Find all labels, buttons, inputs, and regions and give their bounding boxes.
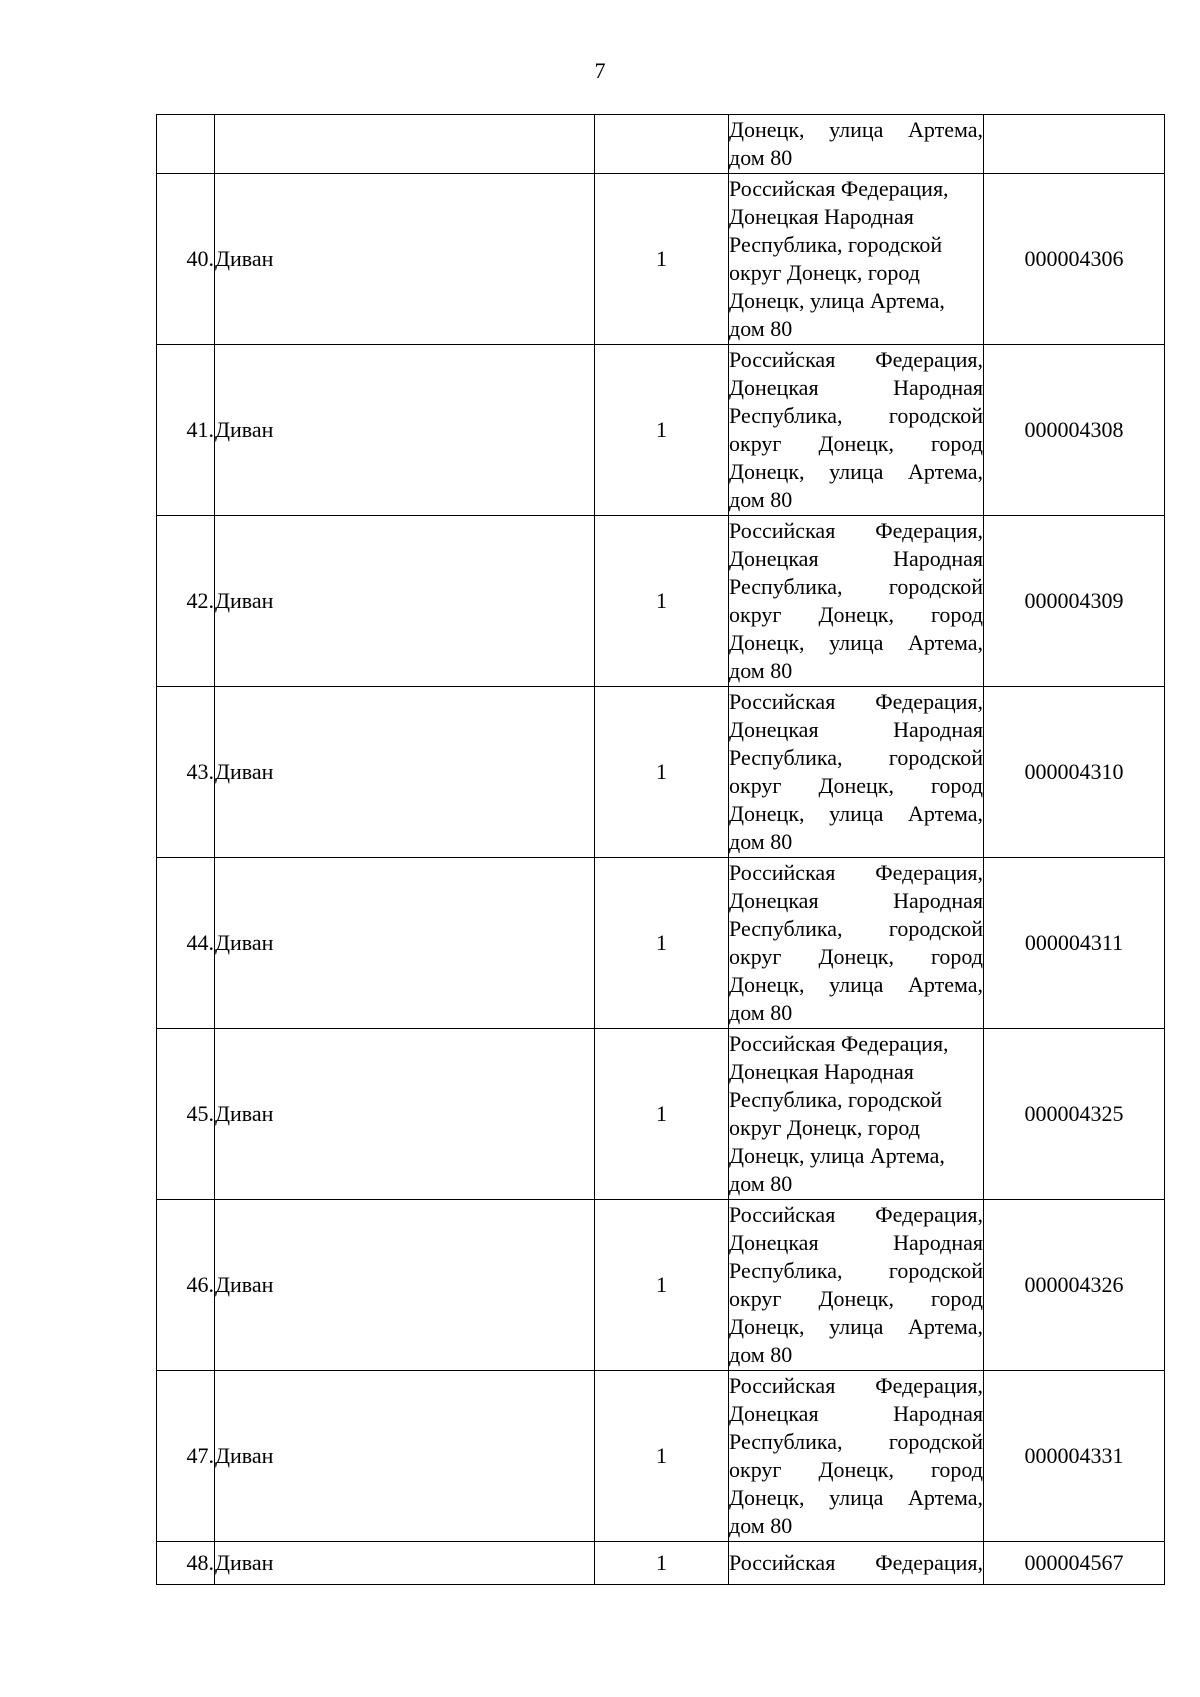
address-line: Донецк, улица Артема, bbox=[729, 288, 945, 313]
quantity-cell: 1 bbox=[595, 858, 729, 1029]
address-line: округ Донецк, город bbox=[729, 773, 983, 798]
address-line: Донецк, улица Артема, bbox=[729, 801, 983, 826]
address-line: Российская Федерация, bbox=[729, 176, 949, 201]
address-line: округ Донецк, город bbox=[729, 602, 983, 627]
table-row bbox=[157, 1371, 1165, 1542]
address-line: дом 80 bbox=[729, 1342, 793, 1367]
quantity-cell: 1 bbox=[595, 1542, 729, 1585]
address-line: Донецкая Народная bbox=[729, 375, 983, 400]
row-number-cell bbox=[157, 115, 215, 174]
table-row bbox=[157, 687, 1165, 858]
address-line: Донецк, улица Артема, bbox=[729, 630, 983, 655]
inventory-number-cell bbox=[984, 115, 1165, 174]
inventory-number-cell: 000004331 bbox=[984, 1371, 1165, 1542]
address-line: Донецкая Народная bbox=[729, 204, 914, 229]
table-row-continuation bbox=[157, 115, 1165, 174]
row-number-cell: 48. bbox=[157, 1542, 215, 1585]
row-number-cell: 42. bbox=[157, 516, 215, 687]
address-line: Российская Федерация, bbox=[729, 518, 983, 543]
address-line: Республика, городской bbox=[729, 574, 983, 599]
page-number: 7 bbox=[594, 58, 606, 83]
row-number-cell: 46. bbox=[157, 1200, 215, 1371]
address-line: Республика, городской bbox=[729, 232, 943, 257]
address-line: округ Донецк, город bbox=[729, 944, 983, 969]
address-line: Российская Федерация, bbox=[729, 689, 983, 714]
address-line: Донецк, улица Артема, bbox=[729, 117, 983, 142]
address-line: округ Донецк, город bbox=[729, 1115, 920, 1140]
row-number-cell: 43. bbox=[157, 687, 215, 858]
table-row bbox=[157, 858, 1165, 1029]
quantity-cell bbox=[595, 115, 729, 174]
item-name-cell: Диван bbox=[215, 1200, 595, 1371]
address-line: Республика, городской bbox=[729, 1258, 983, 1283]
address-cell bbox=[729, 858, 984, 1029]
address-line: Донецкая Народная bbox=[729, 1230, 983, 1255]
address-line: Донецкая Народная bbox=[729, 717, 983, 742]
row-number-cell: 41. bbox=[157, 345, 215, 516]
table-row bbox=[157, 1200, 1165, 1371]
address-line: Донецкая Народная bbox=[729, 546, 983, 571]
address-line: Донецк, улица Артема, bbox=[729, 459, 983, 484]
quantity-cell: 1 bbox=[595, 174, 729, 345]
item-name-cell: Диван bbox=[215, 1542, 595, 1585]
inventory-number-cell: 000004311 bbox=[984, 858, 1165, 1029]
quantity-cell: 1 bbox=[595, 1029, 729, 1200]
item-name-cell: Диван bbox=[215, 858, 595, 1029]
quantity-cell: 1 bbox=[595, 516, 729, 687]
table-row bbox=[157, 516, 1165, 687]
row-number-cell: 47. bbox=[157, 1371, 215, 1542]
address-line: Республика, городской bbox=[729, 916, 983, 941]
address-cell bbox=[729, 516, 984, 687]
address-line: Российская Федерация, bbox=[729, 1031, 949, 1056]
address-line: округ Донецк, город bbox=[729, 260, 920, 285]
address-line: Донецк, улица Артема, bbox=[729, 972, 983, 997]
table-row bbox=[157, 1542, 1165, 1585]
quantity-cell: 1 bbox=[595, 345, 729, 516]
address-line: Республика, городской bbox=[729, 745, 983, 770]
address-line: округ Донецк, город bbox=[729, 1457, 983, 1482]
address-cell bbox=[729, 1371, 984, 1542]
address-line: Донецк, улица Артема, bbox=[729, 1314, 983, 1339]
address-cell bbox=[729, 687, 984, 858]
address-line: Донецкая Народная bbox=[729, 1059, 914, 1084]
address-cell bbox=[729, 1200, 984, 1371]
item-name-cell bbox=[215, 115, 595, 174]
address-cell bbox=[729, 345, 984, 516]
inventory-number-cell: 000004567 bbox=[984, 1542, 1165, 1585]
address-line: Российская Федерация, bbox=[729, 1202, 983, 1227]
item-name-cell: Диван bbox=[215, 1029, 595, 1200]
address-line: дом 80 bbox=[729, 316, 793, 341]
address-line: дом 80 bbox=[729, 1000, 793, 1025]
address-line: Российская Федерация, bbox=[729, 860, 983, 885]
table-row bbox=[157, 174, 1165, 345]
inventory-number-cell: 000004309 bbox=[984, 516, 1165, 687]
address-line: дом 80 bbox=[729, 658, 793, 683]
inventory-number-cell: 000004308 bbox=[984, 345, 1165, 516]
table-row bbox=[157, 1029, 1165, 1200]
row-number-cell: 44. bbox=[157, 858, 215, 1029]
table-row bbox=[157, 345, 1165, 516]
address-line: Донецк, улица Артема, bbox=[729, 1143, 945, 1168]
inventory-number-cell: 000004310 bbox=[984, 687, 1165, 858]
inventory-number-cell: 000004306 bbox=[984, 174, 1165, 345]
item-name-cell: Диван bbox=[215, 516, 595, 687]
inventory-number-cell: 000004326 bbox=[984, 1200, 1165, 1371]
item-name-cell: Диван bbox=[215, 687, 595, 858]
address-line: Российская Федерация, bbox=[729, 347, 983, 372]
address-cell bbox=[729, 1542, 984, 1585]
address-cell bbox=[729, 174, 984, 345]
item-name-cell: Диван bbox=[215, 174, 595, 345]
address-line: дом 80 bbox=[729, 829, 793, 854]
address-line: дом 80 bbox=[729, 487, 793, 512]
address-cell bbox=[729, 115, 984, 174]
address-line: Донецк, улица Артема, bbox=[729, 1485, 983, 1510]
address-line: Российская Федерация, bbox=[729, 1373, 983, 1398]
address-line: Российская Федерация, bbox=[729, 1550, 983, 1575]
address-line: Донецкая Народная bbox=[729, 1401, 983, 1426]
address-line: дом 80 bbox=[729, 145, 793, 170]
address-line: Республика, городской bbox=[729, 1429, 983, 1454]
item-name-cell: Диван bbox=[215, 345, 595, 516]
quantity-cell: 1 bbox=[595, 687, 729, 858]
quantity-cell: 1 bbox=[595, 1371, 729, 1542]
inventory-table bbox=[156, 114, 1165, 1585]
item-name-cell: Диван bbox=[215, 1371, 595, 1542]
address-line: Республика, городской bbox=[729, 403, 983, 428]
inventory-number-cell: 000004325 bbox=[984, 1029, 1165, 1200]
address-line: округ Донецк, город bbox=[729, 1286, 983, 1311]
address-line: дом 80 bbox=[729, 1171, 793, 1196]
address-line: округ Донецк, город bbox=[729, 431, 983, 456]
quantity-cell: 1 bbox=[595, 1200, 729, 1371]
address-cell bbox=[729, 1029, 984, 1200]
row-number-cell: 45. bbox=[157, 1029, 215, 1200]
address-line: Донецкая Народная bbox=[729, 888, 983, 913]
address-line: дом 80 bbox=[729, 1513, 793, 1538]
row-number-cell: 40. bbox=[157, 174, 215, 345]
address-line: Республика, городской bbox=[729, 1087, 943, 1112]
